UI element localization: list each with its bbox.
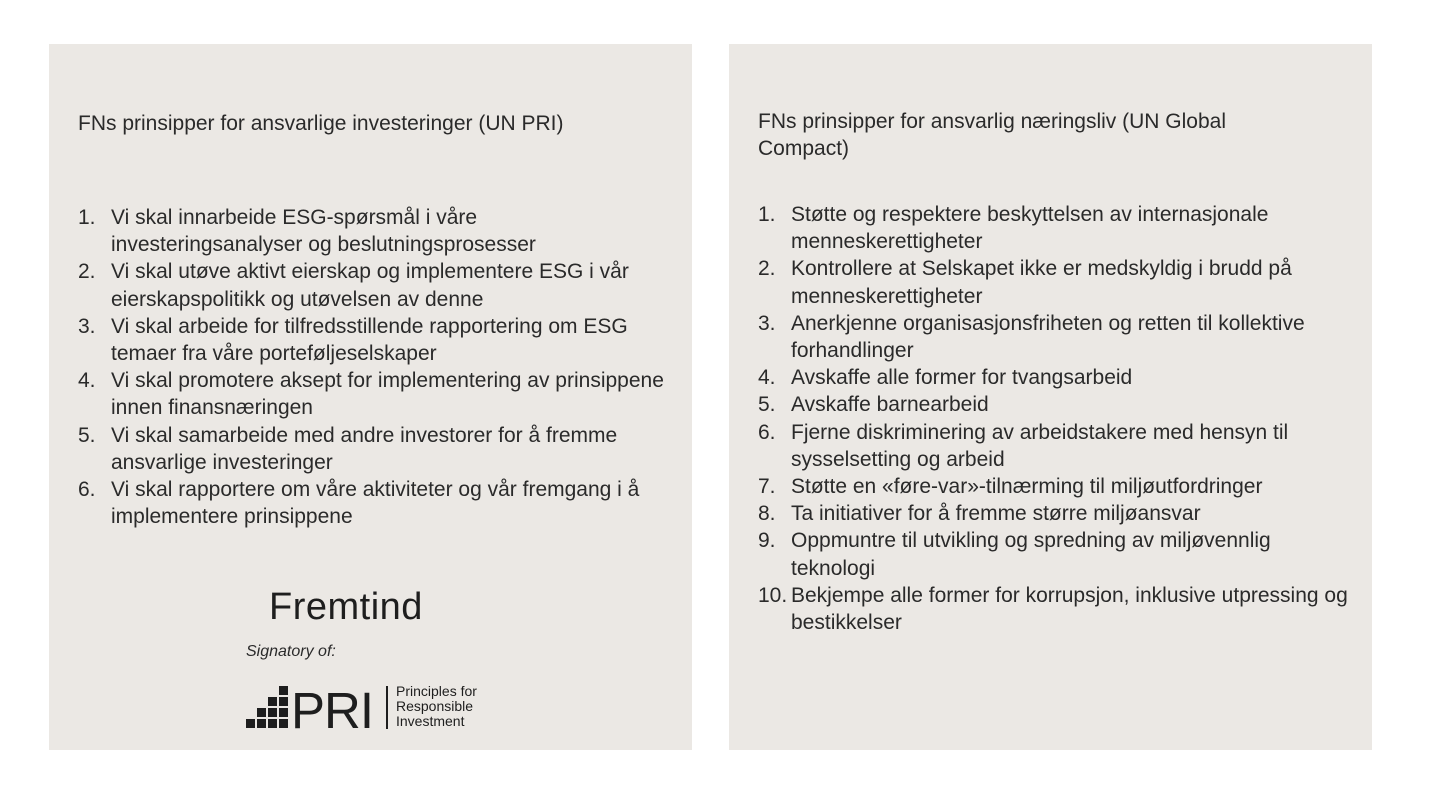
- list-item: [758, 500, 1348, 527]
- list-item-text: Støtte en «føre-var»-tilnærming til miljøutfordringer: [791, 475, 1263, 499]
- un-global-compact-title: FNs prinsipper for ansvarlig næringsliv (UN Global Compact): [758, 110, 1226, 160]
- list-item: [758, 473, 1348, 500]
- pri-logo: [246, 684, 506, 744]
- list-item-number: 1.: [78, 206, 96, 229]
- list-item: [78, 367, 668, 421]
- un-pri-title: FNs prinsipper for ansvarlige investeringer (UN PRI): [78, 112, 564, 135]
- pri-wordmark: PRI: [291, 684, 374, 732]
- list-item: [758, 419, 1348, 473]
- list-item-number: 4.: [78, 369, 96, 393]
- list-item: [758, 391, 1348, 418]
- list-item-text: Vi skal arbeide for tilfredsstillende rapportering om ESG temaer fra våre porteføljeselskaper: [111, 314, 628, 366]
- pri-logo-mark-icon: [246, 684, 396, 732]
- un-global-compact-card: [729, 44, 1372, 750]
- list-item-number: 4.: [758, 366, 776, 390]
- list-item: [758, 255, 1348, 309]
- list-item-number: 5.: [78, 423, 96, 447]
- list-item-number: 5.: [758, 393, 776, 417]
- list-item-text: Støtte og respektere beskyttelsen av internasjonale menneskerettigheter: [791, 203, 1269, 254]
- list-item: [758, 201, 1348, 255]
- list-item-text: Bekjempe alle former for korrupsjon, inklusive utpressing og bestikkelser: [791, 583, 1348, 635]
- list-item-text: Ta initiativer for å fremme større miljøansvar: [791, 502, 1201, 526]
- list-item: [78, 258, 668, 312]
- list-item: [758, 310, 1348, 364]
- list-item-text: Vi skal samarbeide med andre investorer for å fremme ansvarlige investeringer: [111, 423, 618, 474]
- list-item-number: 2.: [78, 260, 96, 284]
- list-item: [758, 364, 1348, 391]
- list-item-text: Vi skal rapportere om våre aktiviteter og vår fremgang i å implementere prinsippene: [111, 478, 640, 529]
- fremtind-logo: Fremtind: [269, 586, 423, 628]
- list-item-number: 7.: [758, 475, 776, 499]
- un-pri-card: [49, 44, 692, 750]
- pri-tagline-line: Responsible: [396, 698, 474, 714]
- signatory-label: Signatory of:: [246, 643, 336, 660]
- list-item: [78, 422, 668, 476]
- list-item: [78, 476, 668, 530]
- list-item-number: 2.: [758, 257, 776, 281]
- list-item-number: 3.: [758, 311, 776, 335]
- list-item-number: 8.: [758, 502, 776, 526]
- list-item-number: 6.: [758, 420, 776, 444]
- list-item-text: Avskaffe barnearbeid: [791, 393, 989, 417]
- list-item-text: Vi skal innarbeide ESG-spørsmål i våre investeringsanalyser og beslutningsprosesser: [111, 206, 536, 257]
- un-pri-principles-list: [78, 204, 668, 530]
- list-item: [78, 204, 668, 258]
- list-item-number: 10.: [758, 583, 788, 607]
- list-item-text: Vi skal promotere aksept for implementering av prinsippene innen finansnæringen: [111, 369, 664, 420]
- list-item-text: Oppmuntre til utvikling og spredning av miljøvennlig teknologi: [791, 529, 1271, 580]
- list-item-number: 9.: [758, 529, 776, 553]
- list-item: [78, 313, 668, 367]
- pri-tagline: [396, 684, 477, 729]
- list-item-text: Kontrollere at Selskapet ikke er medskyldig i brudd på menneskerettigheter: [791, 257, 1292, 308]
- list-item-number: 6.: [78, 478, 96, 502]
- list-item-text: Avskaffe alle former for tvangsarbeid: [791, 366, 1133, 390]
- list-item-text: Vi skal utøve aktivt eierskap og implementere ESG i vår eierskapspolitikk og utøvelsen av denne: [111, 260, 629, 311]
- list-item-number: 3.: [78, 314, 96, 338]
- list-item: [758, 527, 1348, 581]
- list-item-text: Anerkjenne organisasjonsfriheten og retten til kollektive forhandlinger: [791, 311, 1305, 363]
- pri-tagline-line: Principles for: [396, 683, 477, 699]
- pri-tagline-line: Investment: [396, 713, 465, 729]
- list-item-text: Fjerne diskriminering av arbeidstakere med hensyn til sysselsetting og arbeid: [791, 420, 1289, 471]
- signatory-block: [246, 584, 546, 732]
- list-item-number: 1.: [758, 203, 776, 226]
- list-item: [758, 582, 1348, 636]
- un-global-compact-principles-list: [758, 201, 1348, 636]
